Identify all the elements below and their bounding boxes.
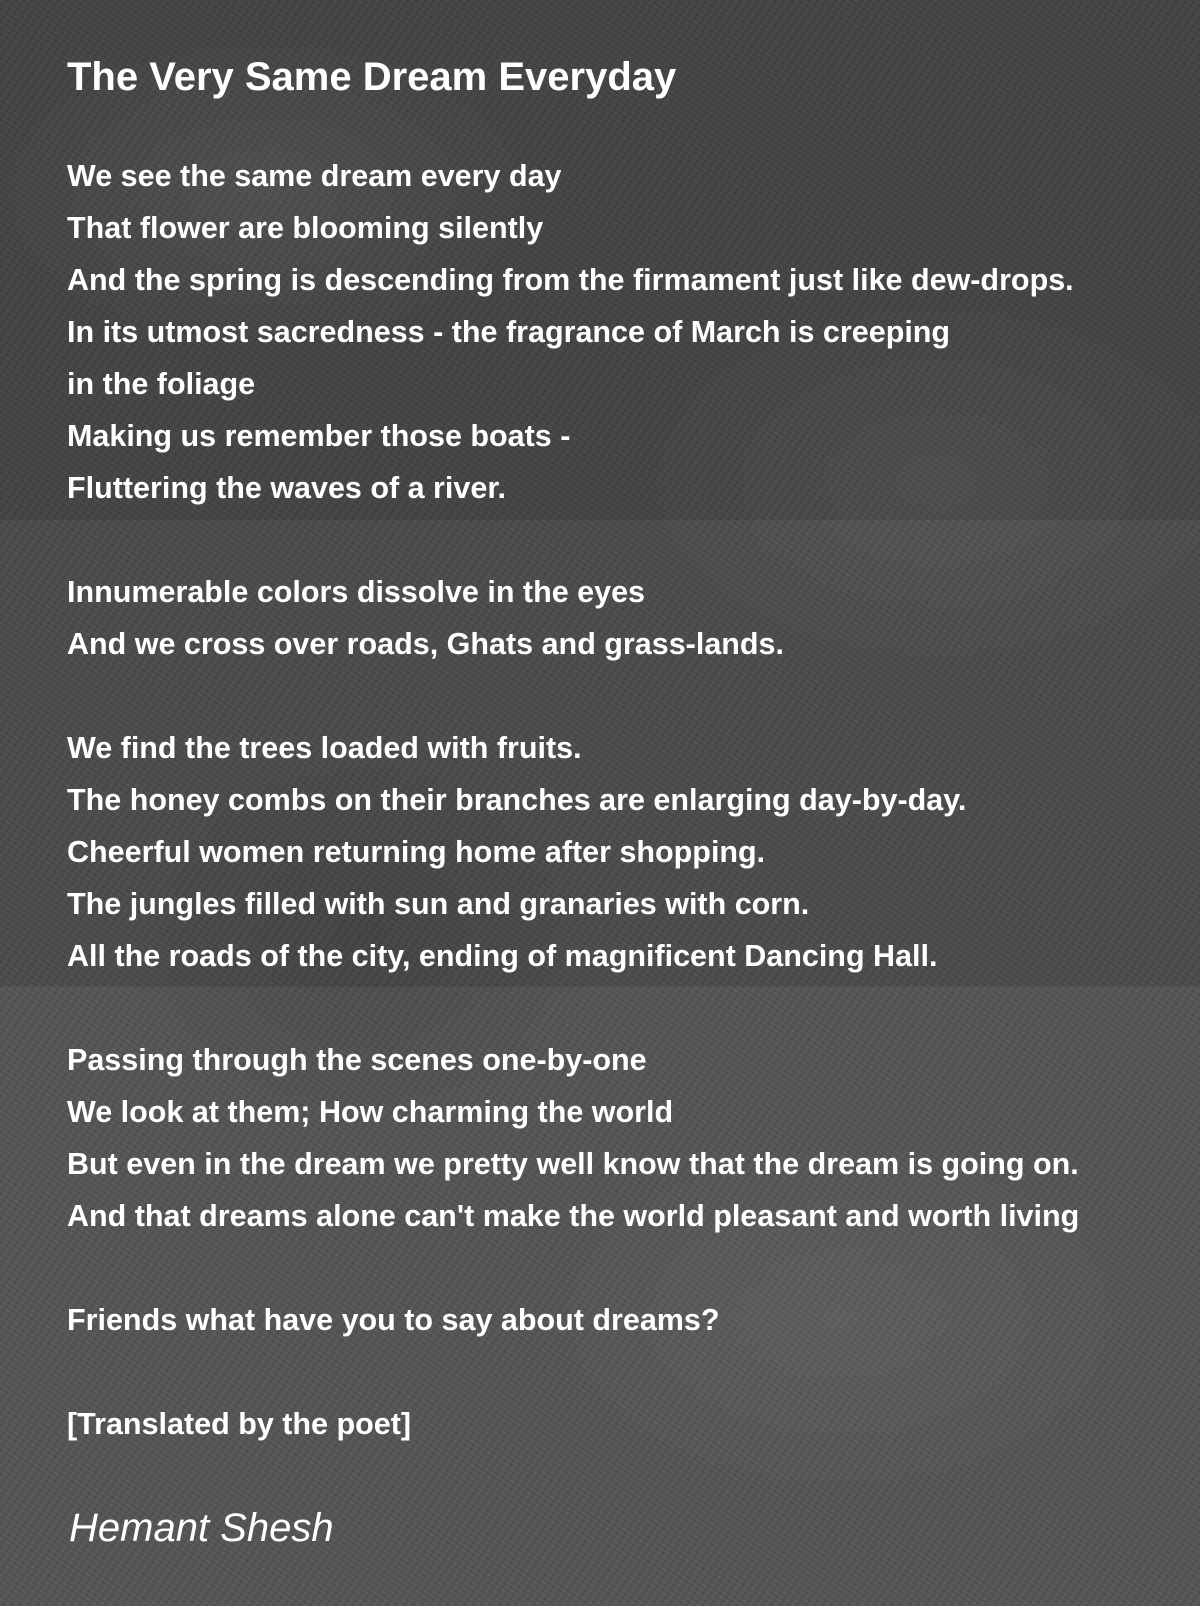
stanza bbox=[67, 150, 1192, 514]
poem-line: In its utmost sacredness - the fragrance of March is creeping bbox=[67, 315, 951, 349]
poem-title: The Very Same Dream Everyday bbox=[67, 55, 677, 99]
translation-note: [Translated by the poet] bbox=[67, 1407, 412, 1441]
poem-line: All the roads of the city, ending of magnificent Dancing Hall. bbox=[67, 939, 938, 973]
author-name: Hemant Shesh bbox=[69, 1506, 334, 1550]
poem-line: The honey combs on their branches are enlarging day-by-day. bbox=[67, 783, 967, 817]
poem-line: Passing through the scenes one-by-one bbox=[67, 1043, 647, 1077]
poem-line: Making us remember those boats - bbox=[67, 419, 571, 453]
stanza bbox=[67, 722, 1192, 982]
poem-line: Cheerful women returning home after shopping. bbox=[67, 835, 766, 869]
stanza bbox=[67, 566, 1192, 670]
poem-line: in the foliage bbox=[67, 367, 256, 401]
poem-body bbox=[67, 150, 1192, 1502]
poem-line: Fluttering the waves of a river. bbox=[67, 471, 506, 505]
poem-line: The jungles filled with sun and granaries with corn. bbox=[67, 887, 810, 921]
poem-line: We see the same dream every day bbox=[67, 159, 562, 193]
poem-line: We find the trees loaded with fruits. bbox=[67, 731, 582, 765]
poem-line: That flower are blooming silently bbox=[67, 211, 544, 245]
poem-line: And that dreams alone can't make the world pleasant and worth living bbox=[67, 1199, 1080, 1233]
poem-line: And we cross over roads, Ghats and grass-lands. bbox=[67, 627, 784, 661]
poem-line: But even in the dream we pretty well know that the dream is going on. bbox=[67, 1147, 1079, 1181]
poem-line: We look at them; How charming the world bbox=[67, 1095, 674, 1129]
poem-line: Innumerable colors dissolve in the eyes bbox=[67, 575, 646, 609]
poem-line: And the spring is descending from the firmament just like dew-drops. bbox=[67, 263, 1074, 297]
stanza bbox=[67, 1294, 1192, 1346]
stanza bbox=[67, 1398, 1192, 1450]
poem-line: Friends what have you to say about dreams? bbox=[67, 1303, 720, 1337]
stanza bbox=[67, 1034, 1192, 1242]
